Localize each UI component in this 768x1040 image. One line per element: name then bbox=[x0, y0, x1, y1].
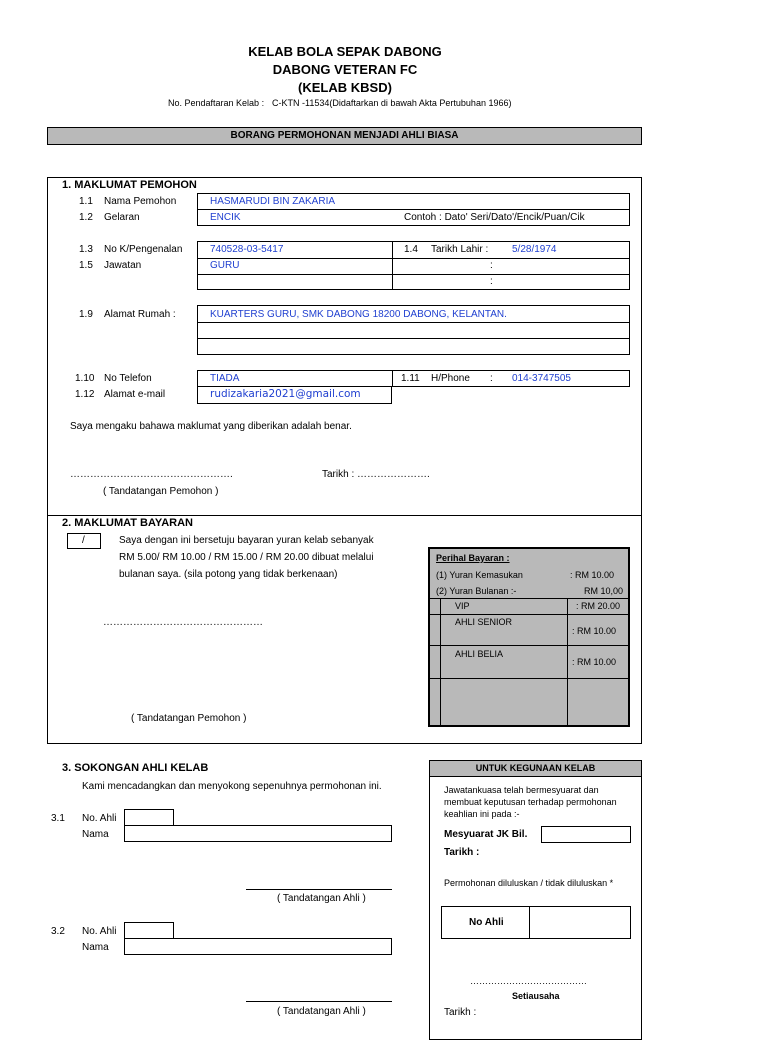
supporter-2-noahli-field[interactable] bbox=[124, 922, 174, 939]
support-intro: Kami mencadangkan dan menyokong sepenuhnya permohonan ini. bbox=[82, 781, 382, 792]
fee-table bbox=[428, 547, 630, 727]
nama-value: HASMARUDI BIN ZAKARIA bbox=[210, 196, 336, 207]
payment-text-2: RM 5.00/ RM 10.00 / RM 15.00 / RM 20.00 dibuat melalui bbox=[119, 552, 374, 563]
supporter-1-noahli-label: No. Ahli bbox=[82, 813, 117, 824]
fee-entry-value: : RM 10.00 bbox=[570, 570, 615, 580]
form-title: BORANG PERMOHONAN MENJADI AHLI BIASA bbox=[230, 130, 459, 141]
supporter-2-signature-line bbox=[246, 1001, 392, 1002]
fee-vip-value: : RM 20.00 bbox=[576, 601, 621, 611]
payment-signature-dots: ………………………………………… bbox=[103, 617, 263, 628]
fee-entry: (1) Yuran Kemasukan bbox=[436, 570, 523, 580]
gelaran-hint: Contoh : Dato' Seri/Dato'/Encik/Puan/Cik bbox=[404, 212, 585, 223]
nama-number: 1.1 bbox=[79, 196, 93, 207]
supporter-2-nama-field[interactable] bbox=[124, 938, 392, 955]
signature-dots: …………………………………………. bbox=[70, 469, 233, 480]
meeting-date-label: Tarikh : bbox=[444, 847, 480, 858]
alamat-value: KUARTERS GURU, SMK DABONG 18200 DABONG, KELANTAN. bbox=[210, 309, 507, 320]
secretary-dots: ………………………………… bbox=[470, 976, 587, 986]
supporter-1-nama-label: Nama bbox=[82, 829, 109, 840]
payment-signature-label: ( Tandatangan Pemohon ) bbox=[131, 713, 247, 724]
nama-label: Nama Pemohon bbox=[104, 196, 177, 207]
gelaran-value: ENCIK bbox=[210, 212, 241, 223]
form-title-bar bbox=[47, 127, 642, 145]
office-use-header bbox=[429, 760, 642, 777]
supporter-1-nama-field[interactable] bbox=[124, 825, 392, 842]
jawatan-number: 1.5 bbox=[79, 260, 93, 271]
tel-label: No Telefon bbox=[104, 373, 152, 384]
tel-number: 1.10 bbox=[75, 373, 95, 384]
payment-text-3: bulanan saya. (sila potong yang tidak berkenaan) bbox=[119, 569, 338, 580]
hp-value: 014-3747505 bbox=[512, 373, 571, 384]
office-text-3: keahlian ini pada :- bbox=[444, 809, 520, 819]
supporter-1-signature-line bbox=[246, 889, 392, 890]
supporter-1-signature-label: ( Tandatangan Ahli ) bbox=[277, 893, 366, 904]
meeting-label: Mesyuarat JK Bil. bbox=[444, 829, 528, 840]
fee-monthly-value: RM 10,00 bbox=[584, 586, 624, 596]
club-abbrev: (KELAB KBSD) bbox=[298, 80, 392, 95]
kp-jawatan-block[interactable] bbox=[197, 241, 630, 290]
fee-monthly: (2) Yuran Bulanan :- bbox=[436, 586, 517, 596]
applicant-signature-label: ( Tandatangan Pemohon ) bbox=[103, 486, 219, 497]
tel-value: TIADA bbox=[210, 373, 240, 384]
colon-1: : bbox=[490, 260, 493, 271]
supporter-2-noahli-label: No. Ahli bbox=[82, 926, 117, 937]
registration-label: No. Pendaftaran Kelab : bbox=[168, 98, 265, 108]
fee-belia: AHLI BELIA bbox=[455, 649, 504, 659]
jawatan-value: GURU bbox=[210, 260, 240, 271]
nama-field[interactable] bbox=[197, 193, 630, 210]
club-name: KELAB BOLA SEPAK DABONG bbox=[248, 44, 442, 59]
section-3-title: 3. SOKONGAN AHLI KELAB bbox=[62, 762, 209, 774]
supporter-2-signature-label: ( Tandatangan Ahli ) bbox=[277, 1006, 366, 1017]
fee-belia-value: : RM 10.00 bbox=[572, 657, 617, 667]
kp-number: 1.3 bbox=[79, 244, 93, 255]
declaration-date: Tarikh : …………………. bbox=[322, 469, 430, 480]
alamat-number: 1.9 bbox=[79, 309, 93, 320]
member-number-label: No Ahli bbox=[469, 917, 504, 928]
hp-label: H/Phone bbox=[431, 373, 470, 384]
agree-check-mark: / bbox=[82, 535, 85, 546]
declaration: Saya mengaku bahawa maklumat yang diberikan adalah benar. bbox=[70, 421, 352, 432]
hp-number: 1.11 bbox=[401, 373, 420, 384]
lahir-value: 5/28/1974 bbox=[512, 244, 557, 255]
email-field[interactable] bbox=[197, 386, 392, 404]
lahir-label: Tarikh Lahir : bbox=[431, 244, 489, 255]
alamat-field[interactable] bbox=[197, 305, 630, 355]
member-number-box[interactable] bbox=[441, 906, 631, 939]
meeting-field[interactable] bbox=[541, 826, 631, 843]
office-use-box bbox=[429, 760, 642, 1040]
gelaran-field[interactable] bbox=[197, 209, 630, 226]
gelaran-number: 1.2 bbox=[79, 212, 93, 223]
tel-field[interactable] bbox=[197, 370, 630, 387]
supporter-1-number: 3.1 bbox=[51, 813, 65, 824]
email-value: rudizakaria2021@gmail.com bbox=[210, 388, 361, 400]
section-1-title: 1. MAKLUMAT PEMOHON bbox=[62, 179, 197, 191]
alamat-label: Alamat Rumah : bbox=[104, 309, 176, 320]
fee-senior: AHLI SENIOR bbox=[455, 617, 513, 627]
office-text-2: membuat keputusan terhadap permohonan bbox=[444, 797, 617, 807]
hp-colon: : bbox=[490, 373, 493, 384]
email-label: Alamat e-mail bbox=[104, 389, 166, 400]
kp-label: No K/Pengenalan bbox=[104, 244, 183, 255]
office-text-1: Jawatankuasa telah bermesyuarat dan bbox=[444, 785, 599, 795]
lahir-number: 1.4 bbox=[404, 244, 418, 255]
fee-vip: VIP bbox=[455, 601, 470, 611]
email-number: 1.12 bbox=[75, 389, 95, 400]
fee-title: Perihal Bayaran : bbox=[436, 553, 510, 563]
gelaran-label: Gelaran bbox=[104, 212, 140, 223]
club-subname: DABONG VETERAN FC bbox=[272, 62, 418, 77]
approval-status: Permohonan diluluskan / tidak diluluskan * bbox=[444, 878, 614, 888]
supporter-2-nama-label: Nama bbox=[82, 942, 109, 953]
kp-value: 740528-03-5417 bbox=[210, 244, 284, 255]
supporter-2-number: 3.2 bbox=[51, 926, 65, 937]
supporter-1-noahli-field[interactable] bbox=[124, 809, 174, 826]
colon-2: : bbox=[490, 276, 493, 287]
secretary-date-label: Tarikh : bbox=[444, 1007, 477, 1018]
section-2-title: 2. MAKLUMAT BAYARAN bbox=[62, 517, 193, 529]
payment-text-1: Saya dengan ini bersetuju bayaran yuran kelab sebanyak bbox=[119, 535, 374, 546]
agree-checkbox[interactable] bbox=[67, 533, 101, 549]
fee-senior-value: : RM 10.00 bbox=[572, 626, 617, 636]
secretary-label: Setiausaha bbox=[512, 991, 560, 1001]
office-use-title: UNTUK KEGUNAAN KELAB bbox=[475, 763, 596, 773]
registration-value: C-KTN -11534(Didaftarkan di bawah Akta Pertubuhan 1966) bbox=[272, 98, 512, 108]
jawatan-label: Jawatan bbox=[104, 260, 142, 271]
